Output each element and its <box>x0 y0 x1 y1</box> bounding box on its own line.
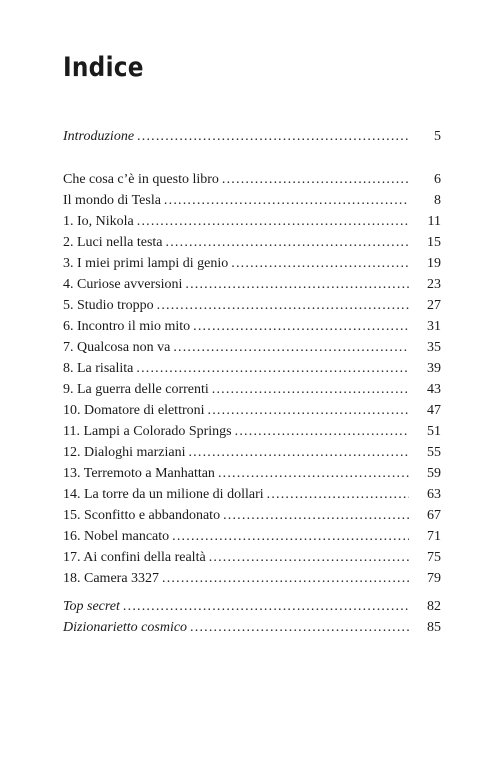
dot-leader <box>218 463 409 484</box>
dot-leader <box>172 526 409 547</box>
toc-entry-label: 4. Curiose avversioni <box>63 277 183 292</box>
toc-entry <box>63 274 441 295</box>
toc-entry <box>63 126 441 147</box>
dot-leader <box>136 358 409 379</box>
toc-chapters-section <box>63 169 441 589</box>
toc-entry <box>63 547 441 568</box>
toc-back-section <box>63 596 441 638</box>
toc-entry-page: 43 <box>427 382 441 397</box>
toc-entry-page: 55 <box>427 445 441 460</box>
dot-leader <box>190 617 409 638</box>
toc-entry-label: 3. I miei primi lampi di genio <box>63 256 229 271</box>
toc-entry-page: 39 <box>427 361 441 376</box>
toc-entry-page: 6 <box>434 172 441 187</box>
toc-entry-label: 16. Nobel mancato <box>63 529 170 544</box>
dot-leader <box>188 442 409 463</box>
page-title: Indice <box>63 52 144 83</box>
toc-entry-page: 23 <box>427 277 441 292</box>
toc-entry-page: 31 <box>427 319 441 334</box>
toc-entry-page: 47 <box>427 403 441 418</box>
toc-entry-label: Che cosa c’è in questo libro <box>63 172 219 187</box>
dot-leader <box>137 211 409 232</box>
dot-leader <box>185 274 409 295</box>
dot-leader <box>208 400 409 421</box>
toc-entry-page: 63 <box>427 487 441 502</box>
toc-entry <box>63 379 441 400</box>
toc-entry-page: 71 <box>427 529 441 544</box>
toc-entry-label: Il mondo di Tesla <box>63 193 161 208</box>
dot-leader <box>123 596 409 617</box>
toc-entry-label: 8. La risalita <box>63 361 134 376</box>
toc-entry <box>63 295 441 316</box>
toc-entry-page: 79 <box>427 571 441 586</box>
toc-entry-page: 59 <box>427 466 441 481</box>
toc-entry <box>63 253 441 274</box>
toc-entry <box>63 358 441 379</box>
dot-leader <box>173 337 409 358</box>
toc-entry-page: 75 <box>427 550 441 565</box>
dot-leader <box>193 316 409 337</box>
toc-entry <box>63 442 441 463</box>
dot-leader <box>137 126 409 147</box>
toc-entry-label: 13. Terremoto a Manhattan <box>63 466 215 481</box>
toc-entry <box>63 316 441 337</box>
dot-leader <box>162 568 409 589</box>
toc-entry-label: Introduzione <box>63 129 135 144</box>
toc-entry-page: 8 <box>434 193 441 208</box>
dot-leader <box>235 421 409 442</box>
toc-entry-label: 10. Domatore di elettroni <box>63 403 205 418</box>
toc-entry-page: 51 <box>427 424 441 439</box>
dot-leader <box>231 253 409 274</box>
toc-entry-label: 18. Camera 3327 <box>63 571 160 586</box>
toc-entry <box>63 484 441 505</box>
toc-entry-label: 2. Luci nella testa <box>63 235 163 250</box>
toc-entry-label: 1. Io, Nikola <box>63 214 134 229</box>
dot-leader <box>157 295 409 316</box>
toc-entry-page: 11 <box>427 214 441 229</box>
toc-front-section <box>63 126 441 147</box>
toc-entry-label: 11. Lampi a Colorado Springs <box>63 424 232 439</box>
toc-entry <box>63 463 441 484</box>
toc-entry-label: 12. Dialoghi marziani <box>63 445 186 460</box>
dot-leader <box>166 232 409 253</box>
toc-entry <box>63 617 441 638</box>
toc-entry <box>63 526 441 547</box>
dot-leader <box>223 505 409 526</box>
toc-entry-label: 17. Ai confini della realtà <box>63 550 206 565</box>
toc-entry-page: 5 <box>434 129 441 144</box>
toc-entry-label: 6. Incontro il mio mito <box>63 319 191 334</box>
toc-entry <box>63 568 441 589</box>
toc-entry <box>63 190 441 211</box>
toc-entry-label: 7. Qualcosa non va <box>63 340 171 355</box>
dot-leader <box>212 379 409 400</box>
toc-entry-label: Dizionarietto cosmico <box>63 620 188 635</box>
toc-entry-page: 82 <box>427 599 441 614</box>
toc-entry-label: 14. La torre da un milione di dollari <box>63 487 264 502</box>
toc-entry-page: 67 <box>427 508 441 523</box>
toc-entry-label: 15. Sconfitto e abbandonato <box>63 508 221 523</box>
toc-entry <box>63 400 441 421</box>
dot-leader <box>222 169 409 190</box>
dot-leader <box>209 547 409 568</box>
toc-entry-page: 15 <box>427 235 441 250</box>
dot-leader <box>267 484 409 505</box>
toc-entry <box>63 211 441 232</box>
toc-entry-page: 27 <box>427 298 441 313</box>
toc-entry-page: 19 <box>427 256 441 271</box>
toc-entry <box>63 337 441 358</box>
toc-entry <box>63 232 441 253</box>
toc-entry <box>63 505 441 526</box>
toc-entry <box>63 169 441 190</box>
toc-entry-label: Top secret <box>63 599 120 614</box>
toc-entry-label: 5. Studio troppo <box>63 298 154 313</box>
toc-entry-page: 35 <box>427 340 441 355</box>
toc-entry <box>63 596 441 617</box>
toc-entry-page: 85 <box>427 620 441 635</box>
dot-leader <box>164 190 409 211</box>
toc-entry <box>63 421 441 442</box>
toc-entry-label: 9. La guerra delle correnti <box>63 382 209 397</box>
